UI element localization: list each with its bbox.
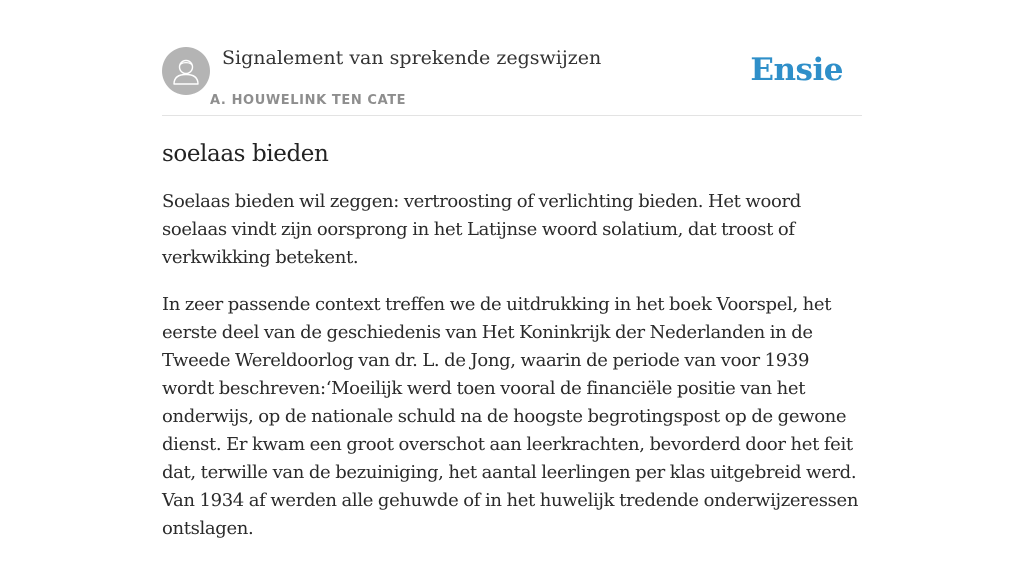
author-avatar[interactable] (162, 47, 210, 95)
entry-paragraph-2: In zeer passende context treffen we de uitdrukking in het boek Voorspel, het eerste deel van de geschiedenis van Het Koninkrijk der Nederlanden in de Tweede Wereldoorlog van dr. L. de Jong, waarin de periode van voor 1939 wordt beschreven:‘Moeilijk werd toen vooral de financiële positie van het onderwijs, op de nationale schuld na de hoogste begrotingspost op de gewone dienst. Er kwam een groot overschot aan leerkrachten, bevorderd door het feit dat, terwille van de bezuiniging, het aantal leerlingen per klas uitgebreid werd. Van 1934 af werden alle gehuwde of in het huwelijk tredende onderwijzeressen ontslagen. (162, 294, 859, 539)
brand-logo[interactable]: Ensie (750, 52, 843, 88)
entry-content (162, 136, 862, 562)
author-name[interactable]: A. HOUWELINK TEN CATE (210, 93, 407, 108)
source-title[interactable]: Signalement van sprekende zegswijzen (222, 47, 602, 69)
source-header (162, 0, 862, 116)
entry-title: soelaas bieden (162, 141, 329, 167)
user-silhouette-icon (162, 47, 210, 95)
entry-paragraph-1: Soelaas bieden wil zeggen: vertroosting of verlichting bieden. Het woord soelaas vindt zijn oorsprong in het Latijnse woord solatium, dat troost of verkwikking betekent. (162, 191, 801, 268)
